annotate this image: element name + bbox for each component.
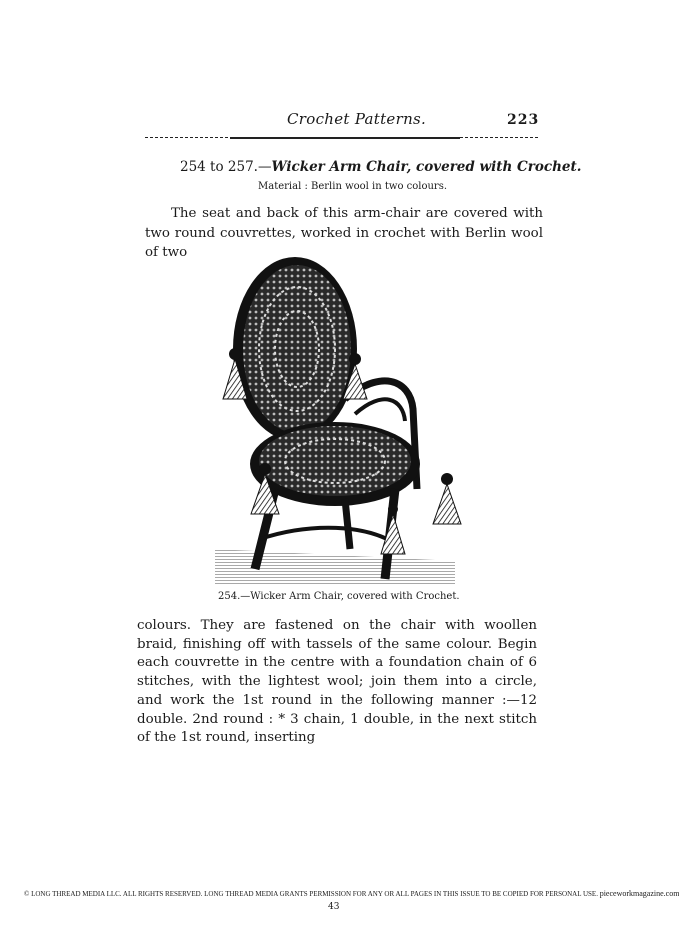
copyright-text: © LONG THREAD MEDIA LLC. ALL RIGHTS RESERVED. LONG THREAD MEDIA GRANTS PERMISSION FOR ANY OR ALL PAGES IN THIS ISSUE TO BE COPIED FOR PERSONAL USE. [24, 890, 598, 898]
paragraph-intro: The seat and back of this arm-chair are covered with two round couvrettes, worked in crochet with Berlin wool of two [145, 206, 543, 260]
heading-dash: — [257, 159, 272, 175]
running-title: Crochet Patterns. [287, 110, 427, 128]
figure-caption: 254.—Wicker Arm Chair, covered with Crochet. [218, 591, 460, 602]
material-note: Material : Berlin wool in two colours. [258, 181, 448, 192]
site-link[interactable]: pieceworkmagazine.com [599, 889, 679, 898]
heading-title: Wicker Arm Chair, covered with Crochet. [271, 159, 582, 175]
chair-illustration [205, 249, 465, 589]
header-rule-solid [230, 137, 460, 139]
folio-number: 43 [328, 902, 340, 912]
paragraph-body: colours. They are fastened on the chair with woollen braid, finishing off with tassels of the same colour. Begin each couvrette in the centre with a foundation chain of 6 stitches, with the lightest wool; join them into a circle, and work the 1st round in the following manner :—12 double. 2nd round : * 3 chain, 1 double, in the next stitch of the 1st round, inserting [137, 618, 537, 746]
heading-number: 254 to 257. [180, 159, 258, 175]
copyright-footer [24, 889, 679, 898]
page-number: 223 [507, 112, 540, 128]
section-heading [180, 159, 581, 175]
